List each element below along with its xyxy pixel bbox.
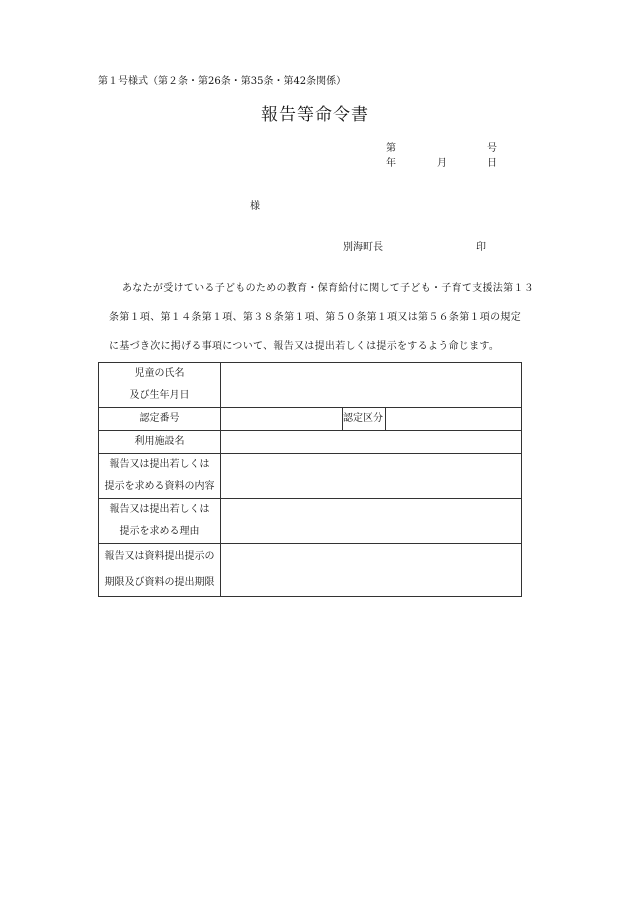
label-reason-line-2: 提示を求める理由 (119, 526, 200, 537)
label-content (99, 454, 221, 499)
value-content[interactable] (221, 454, 522, 499)
label-facility: 利用施設名 (99, 431, 221, 454)
body-text-line-1: あなたが受けている子どものための教育・保育給付に関して子ども・子育て支援法第１３ (122, 283, 534, 294)
value-cert-number[interactable] (221, 408, 343, 431)
row-reason (99, 499, 522, 544)
label-cert-number: 認定番号 (99, 408, 221, 431)
label-child-name-line-1: 児童の氏名 (134, 368, 185, 379)
date-year: 年 (386, 158, 396, 169)
label-cert-category: 認定区分 (343, 408, 386, 431)
value-child-name[interactable] (221, 363, 522, 408)
date-day: 日 (487, 158, 497, 169)
body-text-line-2: 条第１項、第１４条第１項、第３８条第１項、第５０条第１項又は第５６条第１項の規定 (109, 312, 521, 323)
issuer-name: 別海町長 (343, 242, 383, 253)
number-dai: 第 (386, 143, 396, 154)
label-reason (99, 499, 221, 544)
number-go: 号 (487, 143, 497, 154)
value-cert-category[interactable] (386, 408, 522, 431)
label-deadline-line-2: 期限及び資料の提出期限 (104, 577, 215, 588)
date-month: 月 (437, 158, 447, 169)
value-facility[interactable] (221, 431, 522, 454)
row-child (99, 363, 522, 408)
document-title: 報告等命令書 (261, 105, 369, 125)
row-deadline (99, 544, 522, 597)
body-text-line-3: に基づき次に掲げる事項について、報告又は提出若しくは提示をするよう命じます。 (109, 341, 500, 352)
form-number: 第１号様式（第２条・第26条・第35条・第42条関係） (98, 76, 347, 87)
label-deadline-line-1: 報告又は資料提出提示の (104, 551, 215, 562)
value-reason[interactable] (221, 499, 522, 544)
label-child-name-line-2: 及び生年月日 (129, 390, 190, 401)
value-deadline[interactable] (221, 544, 522, 597)
report-table (98, 362, 522, 597)
addressee-sama: 様 (250, 201, 260, 212)
label-content-line-2: 提示を求める資料の内容 (104, 481, 215, 492)
label-deadline (99, 544, 221, 597)
row-certification (99, 408, 522, 431)
row-facility (99, 431, 522, 454)
seal-mark: 印 (476, 242, 486, 253)
label-reason-line-1: 報告又は提出若しくは (109, 504, 210, 515)
row-content (99, 454, 522, 499)
label-content-line-1: 報告又は提出若しくは (109, 459, 210, 470)
label-child-name (99, 363, 221, 408)
